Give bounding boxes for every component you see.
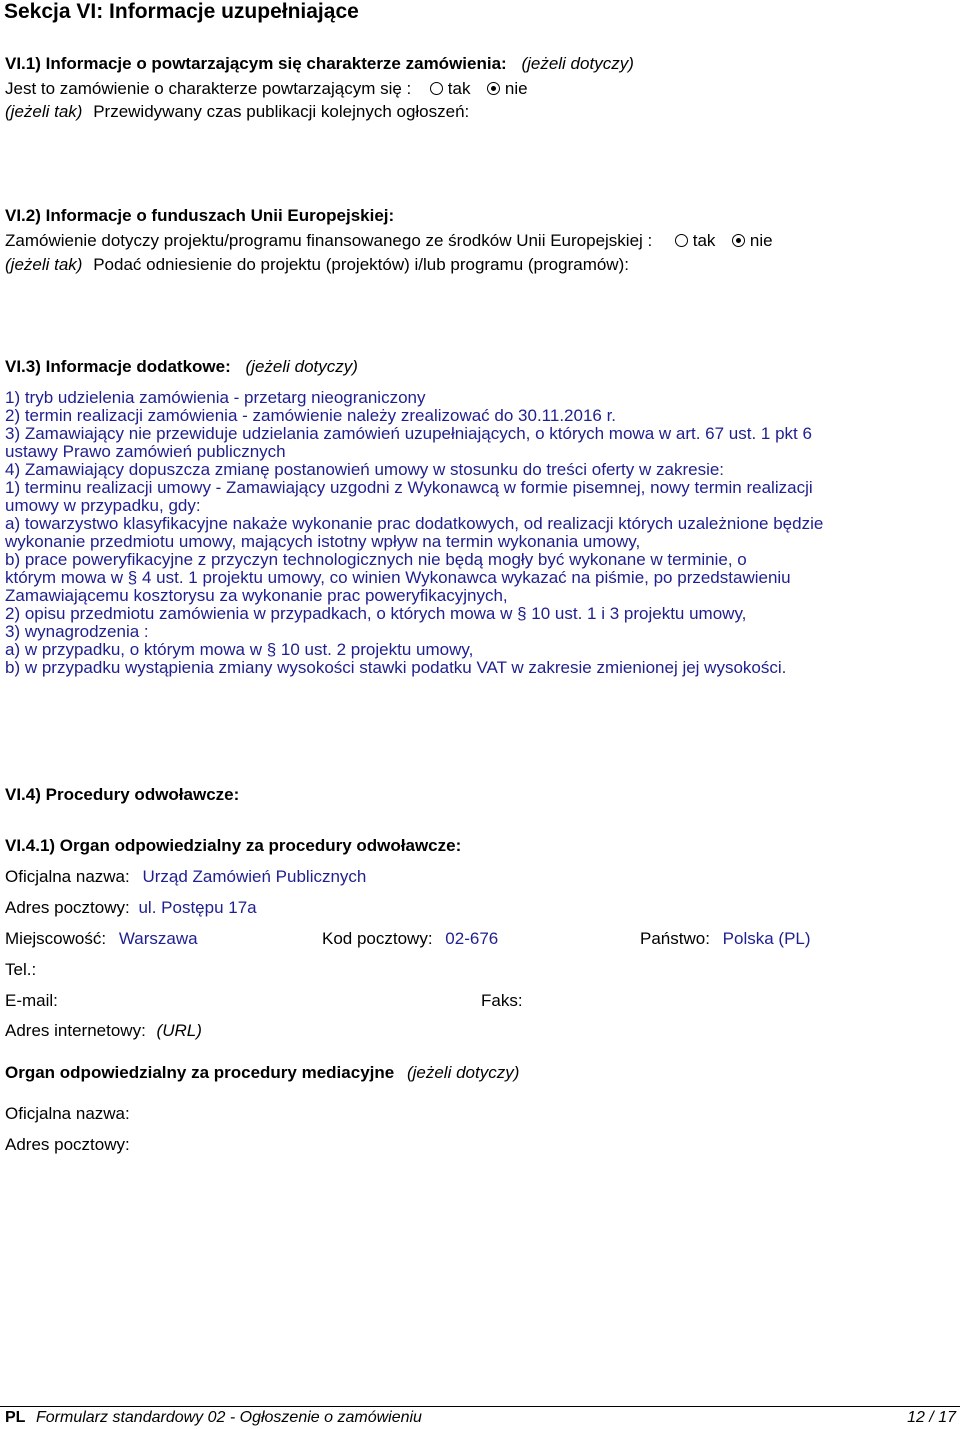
vi4-web-row	[5, 1021, 202, 1041]
vi3-additional-info	[5, 389, 955, 677]
vi2-opt-no-label: nie	[749, 231, 773, 250]
postcode-value: 02-676	[445, 929, 499, 948]
vi1-radio-no[interactable]	[487, 82, 500, 95]
vi1-question: Jest to zamówienie o charakterze powtarzającym się :	[5, 79, 412, 98]
city-label: Miejscowość:	[5, 929, 107, 948]
vi3-heading-row	[5, 357, 358, 377]
city-value: Warszawa	[118, 929, 198, 948]
vi3-line: umowy w przypadku, gdy:	[5, 496, 201, 515]
official-name-label: Oficjalna nazwa:	[5, 867, 130, 886]
vi3-line: 3) wynagrodzenia :	[5, 622, 149, 641]
footer-lang: PL	[5, 1409, 26, 1426]
vi3-line: którym mowa w § 4 ust. 1 projektu umowy, co winien Wykonawca wykazać na piśmie, po przedstawieniu	[5, 568, 791, 587]
vi1-opt-no-label: nie	[504, 79, 528, 98]
vi3-line: Zamawiającemu kosztorysu za wykonanie prac poweryfikacyjnych,	[5, 586, 508, 605]
mediation-heading-note: (jeżeli dotyczy)	[406, 1063, 520, 1082]
footer-page-number: 12 / 17	[907, 1409, 956, 1426]
vi41-heading: VI.4.1) Organ odpowiedzialny za procedury odwoławcze:	[5, 836, 462, 855]
vi3-line: 1) terminu realizacji umowy - Zamawiający uzgodni z Wykonawcą w formie pisemnej, nowy termin realizacji	[5, 478, 813, 497]
vi4-official-name-row	[5, 867, 366, 887]
vi1-followup-prefix: (jeżeli tak)	[5, 102, 83, 121]
vi2-followup-row	[5, 255, 629, 275]
vi1-heading-row	[5, 54, 634, 74]
vi1-heading-note: (jeżeli dotyczy)	[521, 54, 634, 73]
vi3-heading: VI.3) Informacje dodatkowe:	[5, 357, 231, 376]
mediation-heading: Organ odpowiedzialny za procedury mediacyjne	[5, 1063, 395, 1082]
vi2-opt-yes-label: tak	[692, 231, 716, 250]
email-label: E-mail:	[5, 991, 58, 1010]
vi3-line: wykonanie przedmiotu umowy, mających istotny wpływ na termin wykonania umowy,	[5, 532, 641, 551]
vi3-line: 4) Zamawiający dopuszcza zmianę postanowień umowy w stosunku do treści oferty w zakresie:	[5, 460, 725, 479]
web-note: (URL)	[156, 1021, 202, 1040]
section-title: Sekcja VI: Informacje uzupełniające	[4, 0, 359, 23]
vi2-question-row	[5, 231, 773, 251]
vi1-heading: VI.1) Informacje o powtarzającym się charakterze zamówienia:	[5, 54, 507, 73]
footer-form-name: Formularz standardowy 02 - Ogłoszenie o zamówieniu	[36, 1409, 422, 1426]
vi3-line: a) towarzystwo klasyfikacyjne nakaże wykonanie prac dodatkowych, od realizacji których uzależnione będzie	[5, 514, 824, 533]
mediation-address-label: Adres pocztowy:	[5, 1135, 130, 1154]
tel-label: Tel.:	[5, 960, 37, 979]
vi2-followup-prefix: (jeżeli tak)	[5, 255, 83, 274]
vi4-heading: VI.4) Procedury odwoławcze:	[5, 785, 240, 804]
mediation-heading-row	[5, 1063, 519, 1083]
mediation-official-name-label: Oficjalna nazwa:	[5, 1104, 130, 1123]
vi1-radio-yes[interactable]	[430, 82, 443, 95]
vi4-country-row	[640, 929, 811, 949]
vi2-radio-no[interactable]	[732, 234, 745, 247]
address-value: ul. Postępu 17a	[138, 898, 257, 917]
vi4-address-row	[5, 898, 257, 918]
country-label: Państwo:	[640, 929, 710, 948]
vi2-question: Zamówienie dotyczy projektu/programu finansowanego ze środków Unii Europejskiej :	[5, 231, 653, 250]
official-name-value: Urząd Zamówień Publicznych	[142, 867, 367, 886]
address-label: Adres pocztowy:	[5, 898, 130, 917]
postcode-label: Kod pocztowy:	[322, 929, 433, 948]
fax-label: Faks:	[481, 991, 523, 1010]
vi3-line: ustawy Prawo zamówień publicznych	[5, 442, 286, 461]
vi3-heading-note: (jeżeli dotyczy)	[245, 357, 358, 376]
country-value: Polska (PL)	[722, 929, 811, 948]
vi1-followup-row	[5, 102, 469, 122]
vi2-radio-yes[interactable]	[675, 234, 688, 247]
vi3-line: b) w przypadku wystąpienia zmiany wysokości stawki podatku VAT w zakresie zmienionej jej wysokości.	[5, 658, 787, 677]
vi3-line: 1) tryb udzielenia zamówienia - przetarg nieograniczony	[5, 388, 426, 407]
vi1-question-row	[5, 79, 528, 99]
vi3-line: b) prace poweryfikacyjne z przyczyn technologicznych nie będą mogły być wykonane w terminie, o	[5, 550, 747, 569]
vi3-line: 2) termin realizacji zamówienia - zamówienie należy zrealizować do 30.11.2016 r.	[5, 406, 617, 425]
vi4-postcode-row	[322, 929, 498, 949]
vi4-city-row	[5, 929, 198, 949]
web-label: Adres internetowy:	[5, 1021, 146, 1040]
vi3-line: 3) Zamawiający nie przewiduje udzielania zamówień uzupełniających, o których mowa w art. 67 ust. 1 pkt 6	[5, 424, 812, 443]
vi3-line: 2) opisu przedmiotu zamówienia w przypadkach, o których mowa w § 10 ust. 1 i 3 projektu umowy,	[5, 604, 747, 623]
vi2-heading: VI.2) Informacje o funduszach Unii Europejskiej:	[5, 206, 395, 225]
vi2-followup: Podać odniesienie do projektu (projektów) i/lub programu (programów):	[93, 255, 629, 274]
vi1-opt-yes-label: tak	[447, 79, 471, 98]
vi3-line: a) w przypadku, o którym mowa w § 10 ust. 2 projektu umowy,	[5, 640, 474, 659]
vi1-followup: Przewidywany czas publikacji kolejnych ogłoszeń:	[93, 102, 470, 121]
page-footer	[0, 1406, 960, 1429]
